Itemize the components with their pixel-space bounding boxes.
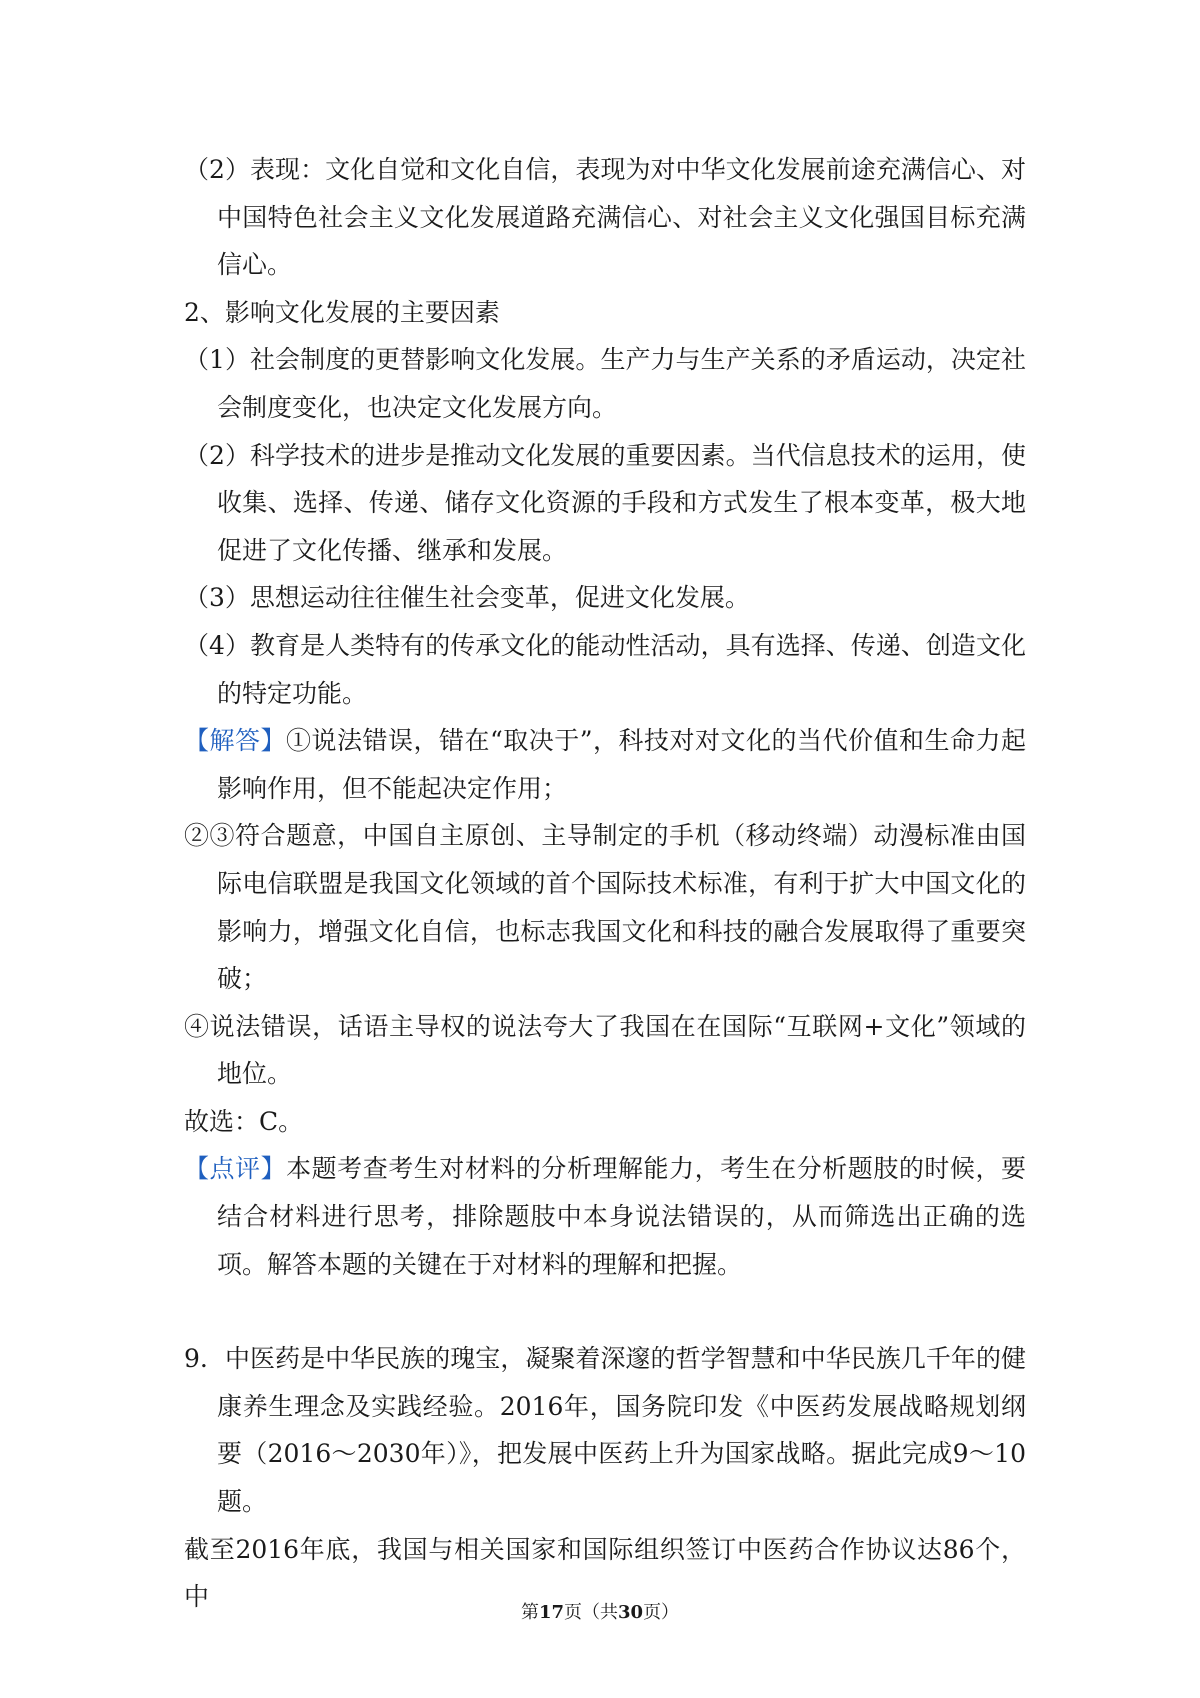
paragraph-comment xyxy=(184,1145,1026,1288)
paragraph-text: ①说法错误，错在“取决于”，科技对对文化的当代价值和生命力起影响作用，但不能起决定作用； xyxy=(217,726,1026,803)
section-heading-factors xyxy=(184,289,1026,337)
comment-tag: 【点评】 xyxy=(184,1154,287,1184)
paragraph-expression xyxy=(184,146,1026,289)
paragraph-text: 本题考查考生对材料的分析理解能力，考生在分析题肢的时候，要结合材料进行思考，排除题肢中本身说法错误的，从而筛选出正确的选项。解答本题的关键在于对材料的理解和把握。 xyxy=(217,1154,1026,1279)
paragraph-factor-4 xyxy=(184,622,1026,717)
paragraph-text: （3）思想运动往往催生社会变革，促进文化发展。 xyxy=(184,583,750,613)
paragraph-text: （2）科学技术的进步是推动文化发展的重要因素。当代信息技术的运用，使收集、选择、传递、储存文化资源的手段和方式发生了根本变革，极大地促进了文化传播、继承和发展。 xyxy=(184,440,1026,565)
paragraph-text: ④说法错误，话语主导权的说法夸大了我国在在国际“互联网+文化”领域的地位。 xyxy=(184,1011,1026,1089)
paragraph-text: 2、影响文化发展的主要因素 xyxy=(184,297,500,327)
paragraph-factor-3 xyxy=(184,574,1026,622)
paragraph-gap xyxy=(184,1288,1026,1335)
footer-prefix: 第 xyxy=(520,1602,539,1623)
paragraph-factor-2 xyxy=(184,432,1026,575)
paragraph-answer-option-4 xyxy=(184,1003,1026,1098)
page-content xyxy=(184,146,1026,1621)
paragraph-text: 截至2016年底，我国与相关国家和国际组织签订中医药合作协议达86个，中 xyxy=(184,1534,1026,1612)
paragraph-text: （2）表现：文化自觉和文化自信，表现为对中华文化发展前途充满信心、对中国特色社会主义文化发展道路充满信心、对社会主义文化强国目标充满信心。 xyxy=(184,155,1026,280)
paragraph-text: （1）社会制度的更替影响文化发展。生产力与生产关系的矛盾运动，决定社会制度变化，也决定文化发展方向。 xyxy=(184,345,1026,422)
footer-total-pages: 30 xyxy=(618,1602,644,1623)
footer-suffix: 页） xyxy=(643,1602,680,1623)
footer-page-number: 17 xyxy=(538,1602,564,1623)
paragraph-text: （4）教育是人类特有的传承文化的能动性活动，具有选择、传递、创造文化的特定功能。 xyxy=(184,630,1026,708)
paragraph-text: 9．中医药是中华民族的瑰宝，凝聚着深邃的哲学智慧和中华民族几千年的健康养生理念及实践经验。2016年，国务院印发《中医药发展战略规划纲要（2016～2030年）》，把发展中医药上升为国家战略。据此完成9～10题。 xyxy=(184,1344,1026,1517)
paragraph-text: 故选：C。 xyxy=(184,1106,304,1136)
paragraph-answer-option-23 xyxy=(184,812,1026,1002)
answer-tag: 【解答】 xyxy=(184,726,286,756)
footer-middle: 页（共 xyxy=(564,1602,618,1623)
paragraph-factor-1 xyxy=(184,336,1026,431)
page-footer xyxy=(0,1598,1200,1624)
paragraph-answer xyxy=(184,717,1026,812)
question-9 xyxy=(184,1335,1026,1525)
paragraph-text: ②③符合题意，中国自主原创、主导制定的手机（移动终端）动漫标准由国际电信联盟是我国文化领域的首个国际技术标准，有利于扩大中国文化的影响力，增强文化自信，也标志我国文化和科技的融合发展取得了重要突破； xyxy=(184,821,1026,994)
paragraph-choice xyxy=(184,1098,1026,1146)
